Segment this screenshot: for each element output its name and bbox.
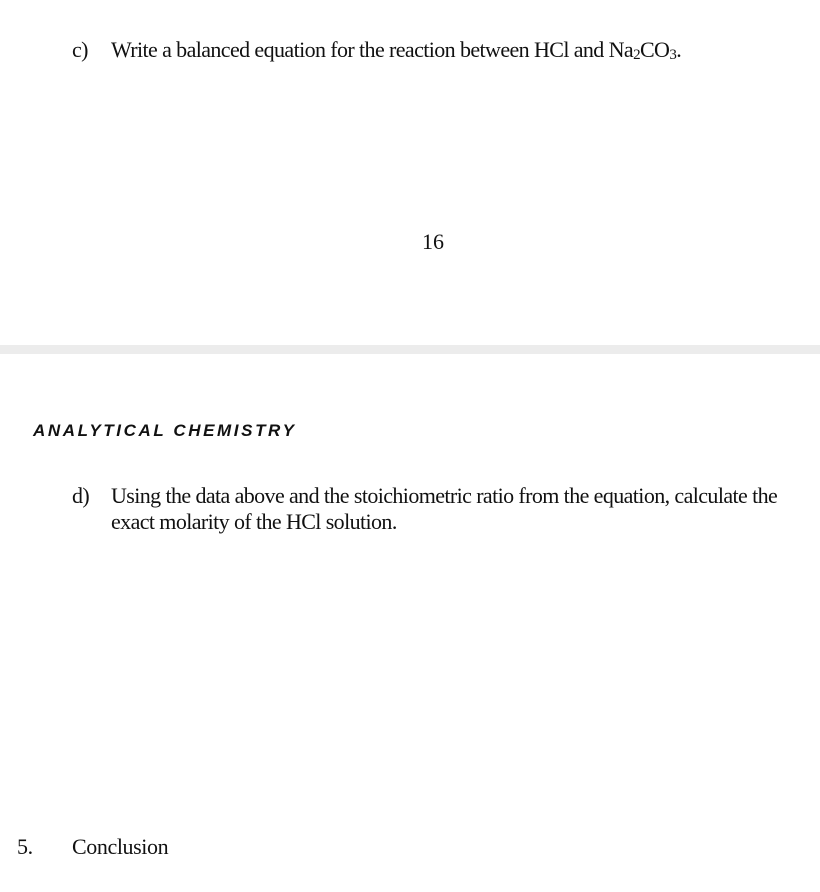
question-d-letter: d) <box>72 483 90 508</box>
section-number: 5. <box>17 834 33 859</box>
question-c-subscript-2: 3 <box>669 47 677 63</box>
question-d-line-2: exact molarity of the HCl solution. <box>111 509 397 534</box>
question-c-text <box>111 37 681 63</box>
question-c-text-before: Write a balanced equation for the reaction between HCl and Na <box>111 37 634 62</box>
section-title: Conclusion <box>72 834 169 859</box>
question-c-text-mid: CO <box>639 37 670 62</box>
question-d-line-1: Using the data above and the stoichiometric ratio from the equation, calculate the <box>111 483 778 508</box>
page-separator <box>0 345 820 354</box>
question-c-text-after: . <box>676 37 682 62</box>
question-d-text <box>111 483 777 535</box>
page-number: 16 <box>422 229 444 254</box>
running-header: ANALYTICAL CHEMISTRY <box>33 421 297 440</box>
question-c-letter: c) <box>72 37 88 62</box>
question-c-subscript-1: 2 <box>633 47 640 63</box>
